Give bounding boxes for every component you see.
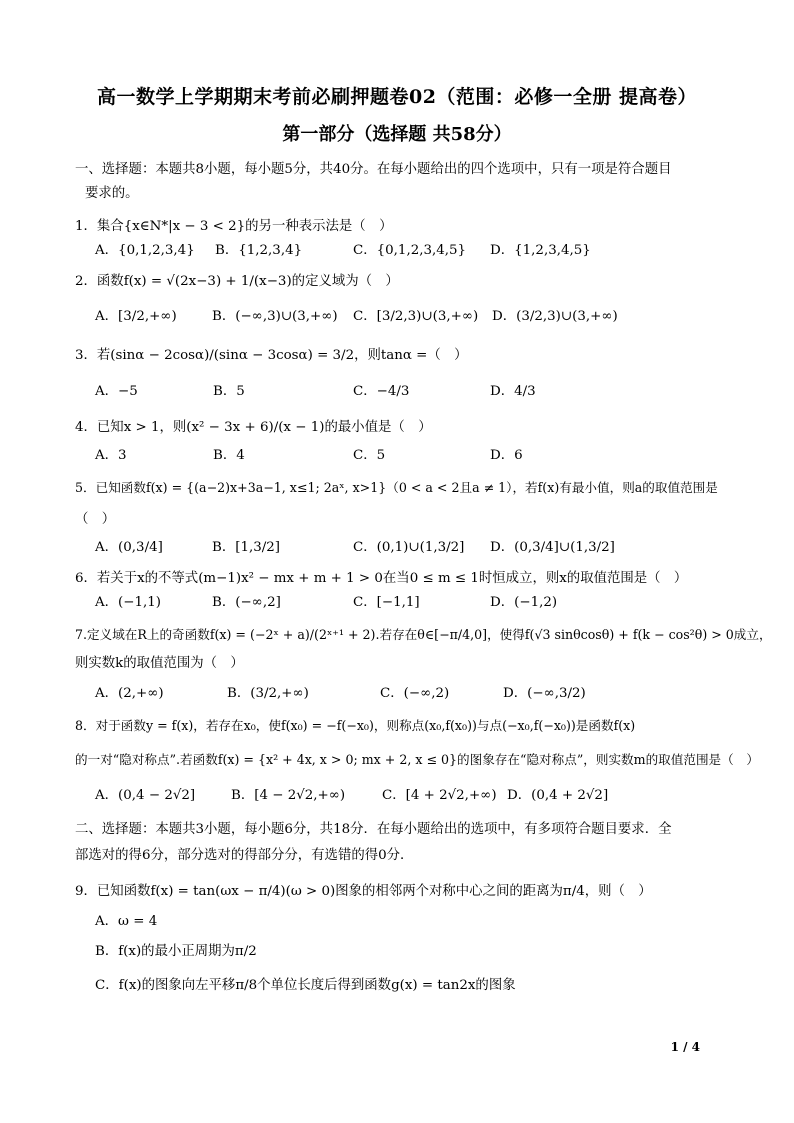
q4-option-d: D．6 xyxy=(490,448,523,463)
question-1-stem: 1．集合{x∈N*|x − 3 < 2}的另一种表示法是（ ） xyxy=(75,219,393,234)
q3-option-d: D．4/3 xyxy=(490,384,536,399)
q6-option-d: D．(−1,2) xyxy=(490,595,558,610)
q3-option-a: A．−5 xyxy=(95,384,138,399)
q4-option-b: B．4 xyxy=(213,448,245,463)
q7-option-c: C．(−∞,2) xyxy=(380,686,450,701)
q1-option-b: B．{1,2,3,4} xyxy=(215,243,303,258)
q2-option-c: C．[3/2,3)∪(3,+∞) xyxy=(353,309,479,324)
q8-option-c: C．[4 + 2√2,+∞) xyxy=(382,788,497,803)
question-7-stem-cont: 则实数k的取值范围为（ ） xyxy=(75,656,244,671)
question-8-stem: 8．对于函数y = f(x)，若存在x₀，使f(x₀) = −f(−x₀)，则称点(x₀,f(x₀))与点(−x₀,f(−x₀))是函数f(x) xyxy=(75,718,636,733)
q7-option-b: B．(3/2,+∞) xyxy=(227,686,309,701)
page-number: 1 / 4 xyxy=(670,1040,700,1054)
q6-option-b: B．(−∞,2] xyxy=(212,595,281,610)
question-8-options xyxy=(95,786,735,810)
question-9-stem: 9．已知函数f(x) = tan(ωx − π/4)(ω > 0)图象的相邻两个对称中心之间的距离为π/4，则（ ） xyxy=(75,884,652,899)
q8-option-d: D．(0,4 + 2√2] xyxy=(507,788,609,803)
section1-instructions-line1: 一、选择题：本题共8小题，每小题5分，共40分。在每小题给出的四个选项中，只有一项是符合题目 xyxy=(75,162,672,177)
question-6-stem: 6．若关于x的不等式(m−1)x² − mx + m + 1 > 0在当0 ≤ m ≤ 1时恒成立，则x的取值范围是（ ） xyxy=(75,571,688,586)
q8-option-b: B．[4 − 2√2,+∞) xyxy=(231,788,346,803)
section1-instructions-line2: 要求的。 xyxy=(85,186,139,201)
q4-option-c: C．5 xyxy=(353,448,386,463)
question-7-stem: 7.定义域在R上的奇函数f(x) = (−2ˣ + a)/(2ˣ⁺¹ + 2).若存在θ∈[−π/4,0]，使得f(√3 sinθcosθ) + f(k − cos²θ) > 0成立， xyxy=(75,627,772,642)
q1-option-a: A．{0,1,2,3,4} xyxy=(95,243,195,258)
question-5-options xyxy=(95,538,735,562)
question-2-options xyxy=(95,307,735,331)
question-4-options xyxy=(95,446,735,470)
q9-option-a: A．ω = 4 xyxy=(95,914,158,929)
q7-option-a: A．(2,+∞) xyxy=(95,686,164,701)
question-2-stem: 2．函数f(x) = √(2x−3) + 1/(x−3)的定义域为（ ） xyxy=(75,274,399,289)
q5-option-d: D．(0,3/4]∪(1,3/2] xyxy=(490,540,615,555)
q9-option-b: B．f(x)的最小正周期为π/2 xyxy=(95,944,257,959)
question-3-options xyxy=(95,382,735,406)
q2-option-d: D．(3/2,3)∪(3,+∞) xyxy=(492,309,618,324)
question-3-stem: 3．若(sinα − 2cosα)/(sinα − 3cosα) = 3/2，则tanα =（ ） xyxy=(75,348,468,363)
question-1-options xyxy=(95,241,735,265)
q4-option-a: A．3 xyxy=(95,448,127,463)
q5-option-a: A．(0,3/4] xyxy=(95,540,163,555)
section2-instructions-line1: 二、选择题：本题共3小题，每小题6分，共18分．在每小题给出的选项中，有多项符合题目要求．全 xyxy=(75,822,672,837)
q8-option-a: A．(0,4 − 2√2] xyxy=(95,788,196,803)
question-4-stem: 4．已知x > 1，则(x² − 3x + 6)/(x − 1)的最小值是（ ） xyxy=(75,420,432,435)
q3-option-c: C．−4/3 xyxy=(353,384,410,399)
question-5-stem: 5．已知函数f(x) = {(a−2)x+3a−1, x≤1; 2aˣ, x>1}（0 < a < 2且a ≠ 1），若f(x)有最小值，则a的取值范围是 xyxy=(75,480,718,495)
q2-option-a: A．[3/2,+∞) xyxy=(95,309,177,324)
question-6-options xyxy=(95,593,735,617)
question-7-options xyxy=(95,684,735,708)
q2-option-b: B．(−∞,3)∪(3,+∞) xyxy=(212,309,338,324)
q5-option-b: B．[1,3/2] xyxy=(212,540,281,555)
q6-option-c: C．[−1,1] xyxy=(353,595,420,610)
part-title: 第一部分（选择题 共58分） xyxy=(282,124,512,145)
question-5-stem-cont: （ ） xyxy=(75,512,116,527)
q5-option-c: C．(0,1)∪(1,3/2] xyxy=(353,540,465,555)
q1-option-c: C．{0,1,2,3,4,5} xyxy=(353,243,467,258)
page-title: 高一数学上学期期末考前必刷押题卷02（范围：必修一全册 提高卷） xyxy=(96,86,698,108)
q9-option-c: C．f(x)的图象向左平移π/8个单位长度后得到函数g(x) = tan2x的图象 xyxy=(95,978,516,993)
q7-option-d: D．(−∞,3/2) xyxy=(503,686,586,701)
q3-option-b: B．5 xyxy=(213,384,245,399)
question-8-stem-cont: 的一对“隐对称点”.若函数f(x) = {x² + 4x, x > 0; mx + 2, x ≤ 0}的图象存在“隐对称点”，则实数m的取值范围是（ ） xyxy=(75,752,759,767)
section2-instructions-line2: 部选对的得6分，部分选对的得部分分，有选错的得0分． xyxy=(75,848,414,863)
q1-option-d: D．{1,2,3,4,5} xyxy=(490,243,591,258)
q6-option-a: A．(−1,1) xyxy=(95,595,162,610)
